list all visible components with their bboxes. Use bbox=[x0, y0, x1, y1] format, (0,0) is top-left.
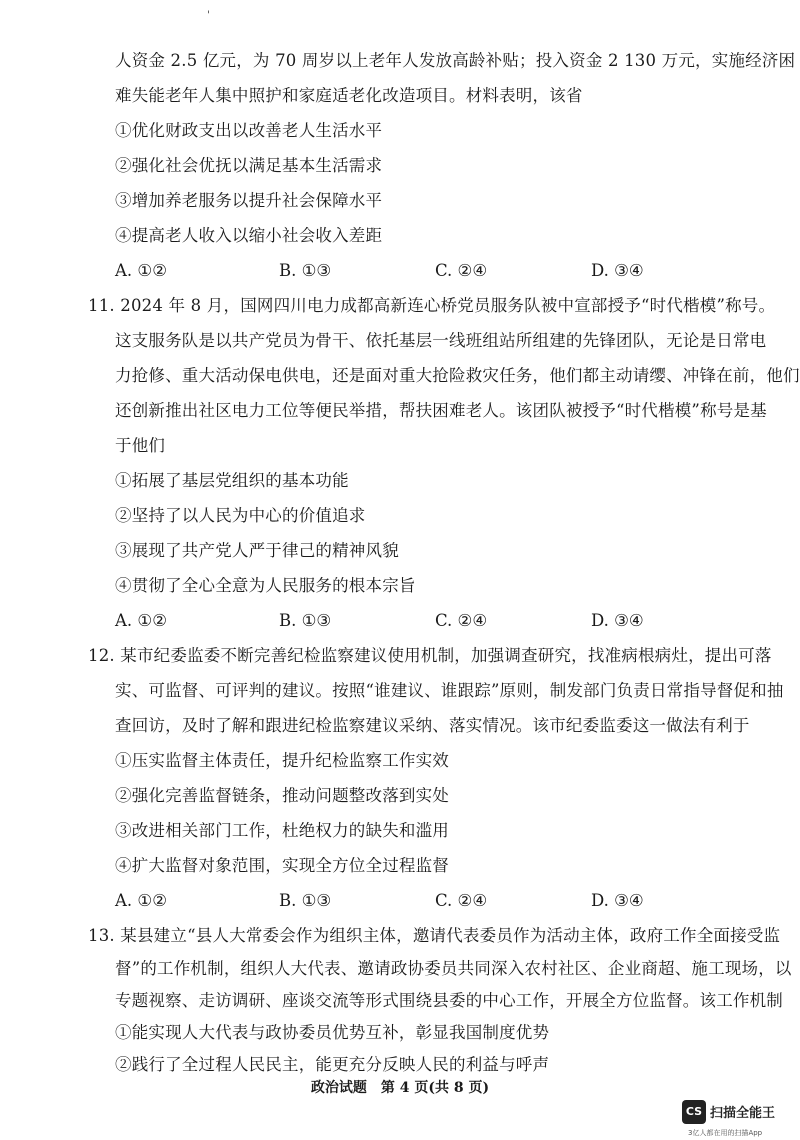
q11-item-2: ②坚持了以人民为中心的价值追求 bbox=[115, 506, 366, 525]
q13-stem-line-3: 专题视察、走访调研、座谈交流等形式围绕县委的中心工作，开展全方位监督。该工作机制 bbox=[115, 991, 783, 1010]
q13-item-2: ②践行了全过程人民民主，能更充分反映人民的利益与呼声 bbox=[115, 1055, 550, 1074]
q10-item-4: ④提高老人收入以缩小社会收入差距 bbox=[115, 226, 383, 245]
page-footer: 政治试题 第 4 页(共 8 页) bbox=[310, 1080, 490, 1096]
q11-stem-line-5: 于他们 bbox=[115, 436, 166, 455]
q12-option-d[interactable]: D. ③④ bbox=[591, 891, 644, 910]
q10-option-d[interactable]: D. ③④ bbox=[591, 261, 644, 280]
q12-item-3: ③改进相关部门工作，杜绝权力的缺失和滥用 bbox=[115, 821, 449, 840]
scan-mark: ' bbox=[207, 10, 210, 21]
q12-stem-line-2: 实、可监督、可评判的建议。按照“谁建议、谁跟踪”原则，制发部门负责日常指导督促和抽 bbox=[115, 681, 784, 700]
q11-item-4: ④贯彻了全心全意为人民服务的根本宗旨 bbox=[115, 576, 416, 595]
q11-stem-line-4: 还创新推出社区电力工位等便民举措，帮扶困难老人。该团队被授予“时代楷模”称号是基 bbox=[115, 401, 767, 420]
q11-option-b[interactable]: B. ①③ bbox=[279, 611, 332, 630]
q13-stem-line-1: 13. 某县建立“县人大常委会作为组织主体，邀请代表委员作为活动主体，政府工作全面接受监 bbox=[88, 926, 781, 945]
watermark-tagline: 3亿人都在用的扫描App bbox=[688, 1129, 763, 1137]
q11-option-a[interactable]: A. ①② bbox=[115, 611, 167, 630]
q11-item-3: ③展现了共产党人严于律己的精神风貌 bbox=[115, 541, 399, 560]
q12-item-4: ④扩大监督对象范围，实现全方位全过程监督 bbox=[115, 856, 449, 875]
q12-options bbox=[115, 890, 715, 912]
q12-item-1: ①压实监督主体责任，提升纪检监察工作实效 bbox=[115, 751, 449, 770]
q11-options bbox=[115, 610, 715, 632]
q12-stem-line-3: 查回访，及时了解和跟进纪检监察建议采纳、落实情况。该市纪委监委这一做法有利于 bbox=[115, 716, 750, 735]
q12-item-2: ②强化完善监督链条，推动问题整改落到实处 bbox=[115, 786, 449, 805]
scanner-watermark bbox=[682, 1100, 794, 1140]
q10-line-2: 难失能老年人集中照护和家庭适老化改造项目。材料表明，该省 bbox=[115, 86, 583, 105]
q13-item-1: ①能实现人大代表与政协委员优势互补，彰显我国制度优势 bbox=[115, 1023, 550, 1042]
q10-item-2: ②强化社会优抚以满足基本生活需求 bbox=[115, 156, 383, 175]
q12-option-a[interactable]: A. ①② bbox=[115, 891, 167, 910]
q10-item-1: ①优化财政支出以改善老人生活水平 bbox=[115, 121, 383, 140]
q10-options bbox=[115, 260, 715, 282]
q10-item-3: ③增加养老服务以提升社会保障水平 bbox=[115, 191, 383, 210]
q11-option-d[interactable]: D. ③④ bbox=[591, 611, 644, 630]
q11-option-c[interactable]: C. ②④ bbox=[435, 611, 488, 630]
q10-option-a[interactable]: A. ①② bbox=[115, 261, 167, 280]
q10-option-b[interactable]: B. ①③ bbox=[279, 261, 332, 280]
q11-item-1: ①拓展了基层党组织的基本功能 bbox=[115, 471, 349, 490]
q10-line-1: 人资金 2.5 亿元，为 70 周岁以上老年人发放高龄补贴；投入资金 2 130 万元，实施经济困 bbox=[115, 51, 796, 70]
q12-option-b[interactable]: B. ①③ bbox=[279, 891, 332, 910]
q11-stem-line-3: 力抢修、重大活动保电供电，还是面对重大抢险救灾任务，他们都主动请缨、冲锋在前，他们 bbox=[115, 366, 800, 385]
q11-stem-line-2: 这支服务队是以共产党员为骨干、依托基层一线班组站所组建的先锋团队，无论是日常电 bbox=[115, 331, 767, 350]
q12-option-c[interactable]: C. ②④ bbox=[435, 891, 488, 910]
cs-logo-icon: CS bbox=[682, 1100, 706, 1124]
q12-stem-line-1: 12. 某市纪委监委不断完善纪检监察建议使用机制，加强调查研究，找准病根病灶，提出可落 bbox=[88, 646, 772, 665]
q10-option-c[interactable]: C. ②④ bbox=[435, 261, 488, 280]
q11-stem-line-1: 11. 2024 年 8 月，国网四川电力成都高新连心桥党员服务队被中宣部授予“时代楷模”称号。 bbox=[88, 296, 776, 315]
q13-stem-line-2: 督”的工作机制，组织人大代表、邀请政协委员共同深入农村社区、企业商超、施工现场，以 bbox=[115, 959, 792, 978]
watermark-name: 扫描全能王 bbox=[710, 1106, 776, 1121]
